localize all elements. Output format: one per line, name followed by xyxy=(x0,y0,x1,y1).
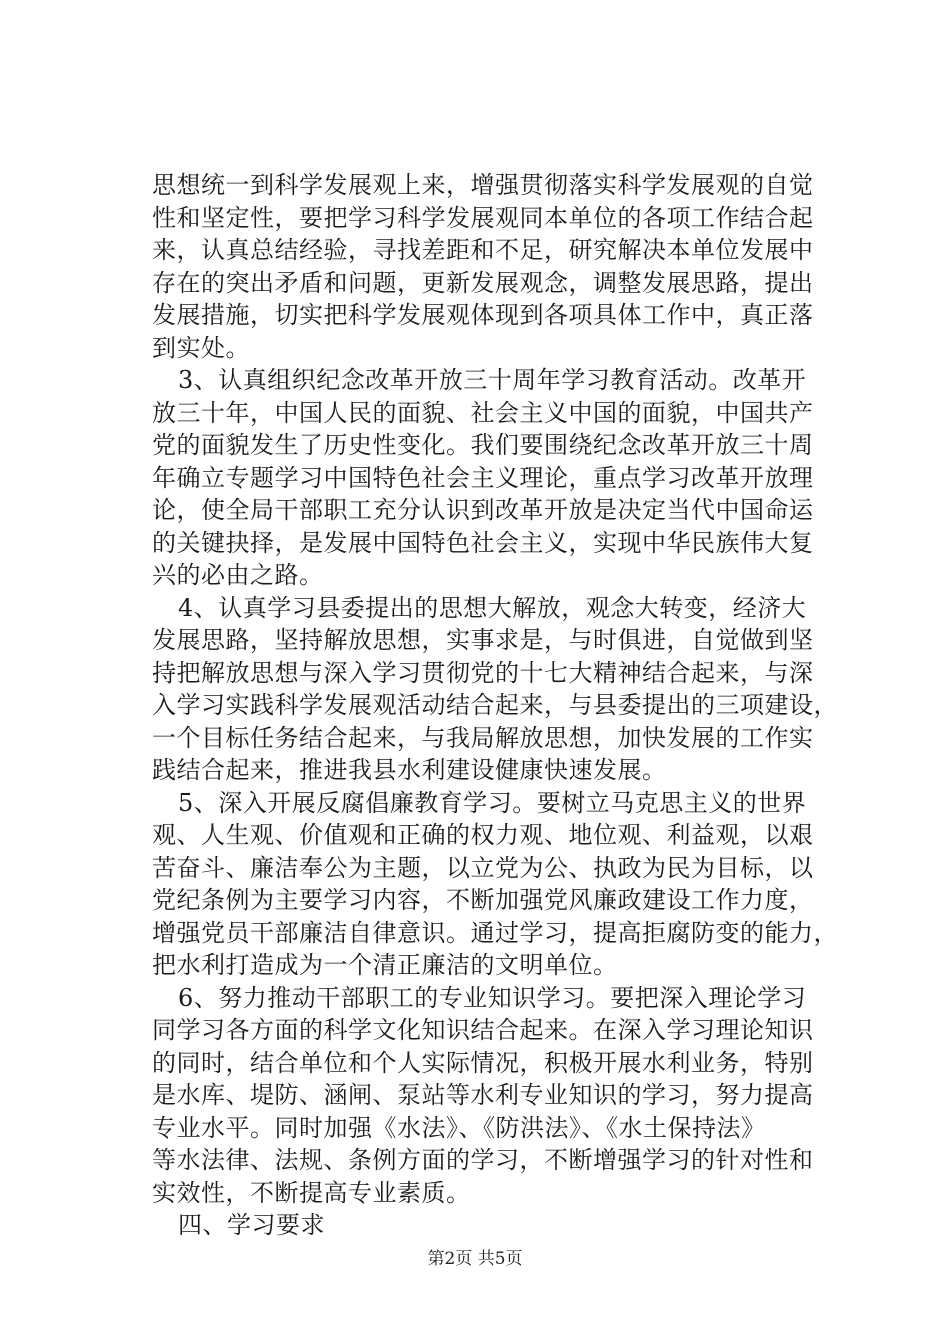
text-line: 观、人生观、价值观和正确的权力观、地位观、利益观，以艰 xyxy=(152,821,814,849)
text-line: 存在的突出矛盾和问题，更新发展观念，调整发展思路，提出 xyxy=(152,268,814,297)
text-line: 放三十年，中国人民的面貌、社会主义中国的面貌，中国共产 xyxy=(152,398,814,427)
text-line: 兴的必由之路。 xyxy=(152,561,324,589)
text-line: 苦奋斗、廉洁奉公为主题，以立党为公、执政为民为目标，以 xyxy=(152,853,814,882)
document-body xyxy=(152,169,852,1242)
text-line: 实效性，不断提高专业素质。 xyxy=(152,1178,471,1207)
text-line: 同学习各方面的科学文化知识结合起来。在深入学习理论知识 xyxy=(152,1016,814,1044)
text-line: 发展措施，切实把科学发展观体现到各项具体工作中，真正落 xyxy=(152,301,814,329)
text-line: 等水法律、法规、条例方面的学习，不断增强学习的针对性和 xyxy=(152,1146,814,1174)
text-line: 专业水平。同时加强《水法》、《防洪法》、《水土保持法》 xyxy=(152,1113,766,1142)
text-line: 增强党员干部廉洁自律意识。通过学习，提高拒腐防变的能力， xyxy=(152,918,838,947)
text-line: 来，认真总结经验，寻找差距和不足，研究解决本单位发展中 xyxy=(152,236,814,264)
paragraph-start-line: 3、认真组织纪念改革开放三十周年学习教育活动。改革开 xyxy=(178,366,807,394)
text-line: 党的面貌发生了历史性变化。我们要围绕纪念改革开放三十周 xyxy=(152,431,814,459)
text-line: 的同时，结合单位和个人实际情况，积极开展水利业务，特别 xyxy=(152,1048,814,1077)
paragraph-start-line: 4、认真学习县委提出的思想大解放，观念大转变，经济大 xyxy=(178,593,807,622)
text-line: 一个目标任务结合起来，与我局解放思想，加快发展的工作实 xyxy=(152,723,814,752)
text-line: 论，使全局干部职工充分认识到改革开放是决定当代中国命运 xyxy=(152,496,814,524)
paragraph-start-line: 6、努力推动干部职工的专业知识学习。要把深入理论学习 xyxy=(178,983,807,1012)
text-line: 的关键抉择，是发展中国特色社会主义，实现中华民族伟大复 xyxy=(152,528,814,557)
page-footer: 第2页 共5页 xyxy=(427,1249,523,1269)
text-line: 思想统一到科学发展观上来，增强贯彻落实科学发展观的自觉 xyxy=(152,171,814,199)
paragraph-start-line: 5、深入开展反腐倡廉教育学习。要树立马克思主义的世界 xyxy=(178,788,807,817)
text-line: 持把解放思想与深入学习贯彻党的十七大精神结合起来，与深 xyxy=(152,658,814,687)
text-line: 性和坚定性，要把学习科学发展观同本单位的各项工作结合起 xyxy=(152,203,814,232)
text-line: 把水利打造成为一个清正廉洁的文明单位。 xyxy=(152,951,618,979)
text-line: 发展思路，坚持解放思想，实事求是，与时俱进，自觉做到坚 xyxy=(152,626,814,654)
text-line: 年确立专题学习中国特色社会主义理论，重点学习改革开放理 xyxy=(152,463,814,492)
text-line: 践结合起来，推进我县水利建设健康快速发展。 xyxy=(152,756,667,784)
section-heading: 四、学习要求 xyxy=(178,1211,325,1239)
text-line: 党纪条例为主要学习内容，不断加强党风廉政建设工作力度， xyxy=(152,886,814,914)
text-line: 是水库、堤防、涵闸、泵站等水利专业知识的学习，努力提高 xyxy=(152,1081,814,1109)
text-line: 入学习实践科学发展观活动结合起来，与县委提出的三项建设， xyxy=(152,691,838,719)
text-line: 到实处。 xyxy=(152,333,250,362)
